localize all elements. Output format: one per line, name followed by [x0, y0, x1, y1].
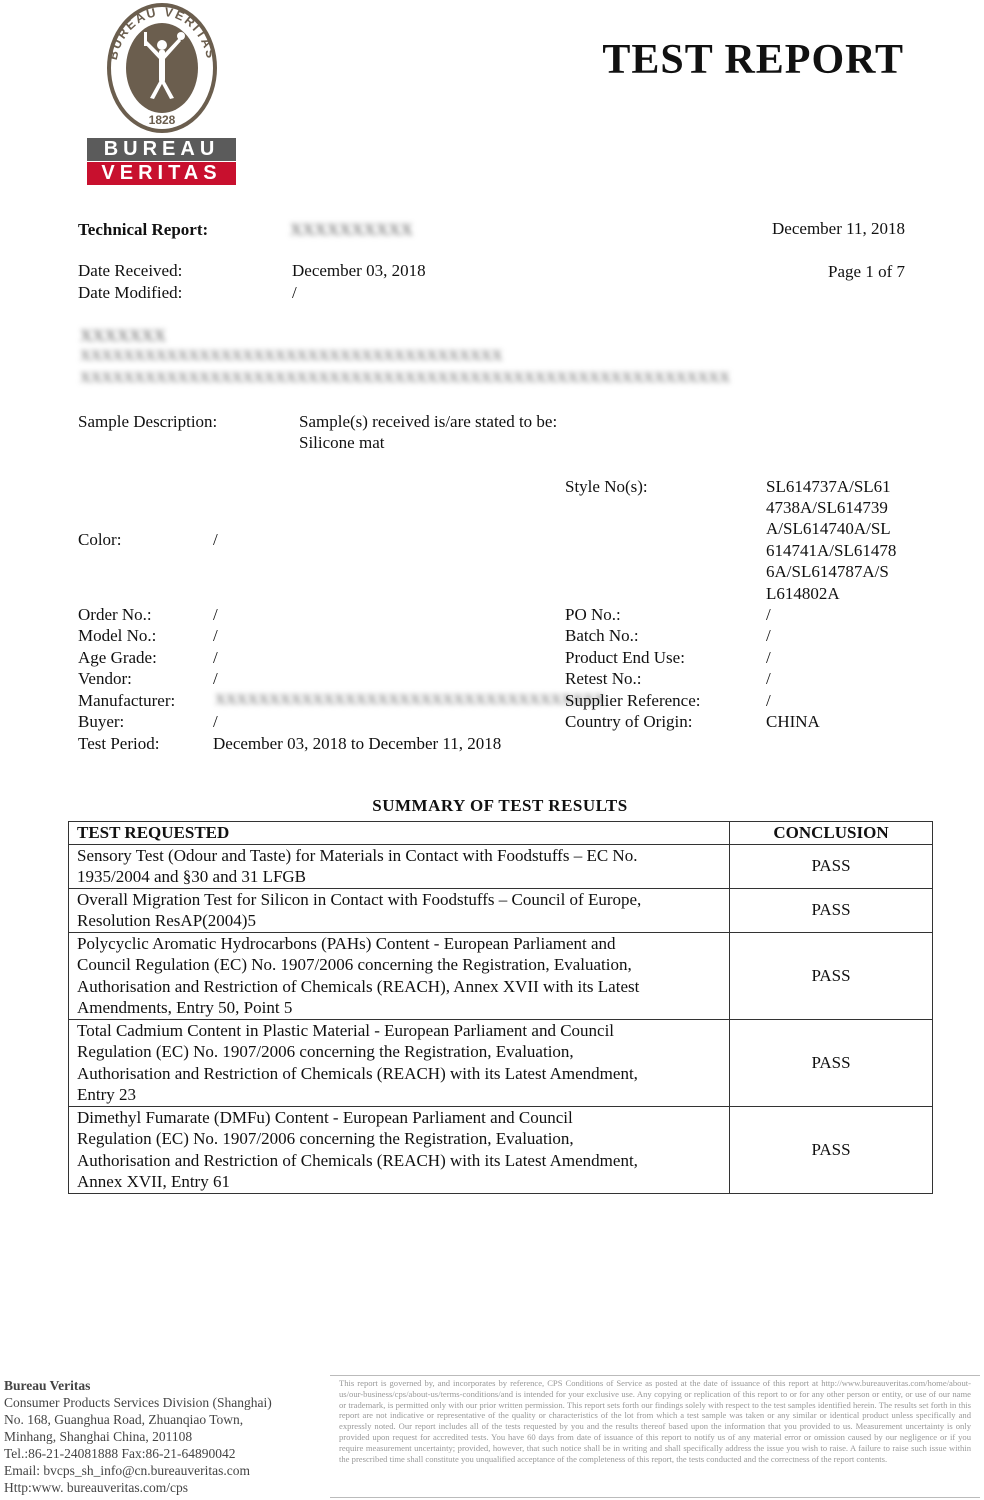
logo-veritas-band: VERITAS: [87, 162, 236, 185]
country-of-origin-label: Country of Origin:: [565, 712, 693, 731]
test-name-line: Polycyclic Aromatic Hydrocarbons (PAHs) Content - European Parliament and: [77, 933, 616, 953]
test-name-line: Authorisation and Restriction of Chemicals (REACH), Annex XVII with its Latest: [77, 976, 640, 996]
footer-line: Consumer Products Services Division (Shanghai): [4, 1395, 272, 1410]
svg-text:1828: 1828: [148, 113, 176, 127]
sample-description-line2: Silicone mat: [299, 433, 385, 452]
svg-text:BUREAU VERITAS: BUREAU VERITAS: [105, 4, 219, 62]
table-header-row: [69, 822, 933, 845]
sample-description-label: Sample Description:: [78, 412, 218, 431]
date-received-label: Date Received:: [78, 261, 183, 280]
footer-company: Bureau Veritas: [4, 1378, 91, 1393]
test-name-line: Regulation (EC) No. 1907/2006 concerning the Registration, Evaluation,: [77, 1129, 574, 1148]
logo-bureau-band: BUREAU: [87, 138, 236, 161]
table-row: [69, 932, 933, 1019]
test-name-line: Total Cadmium Content in Plastic Material - European Parliament and Council: [77, 1020, 615, 1040]
conclusion-cell: PASS: [730, 932, 933, 1019]
age-grade-label: Age Grade:: [78, 648, 157, 667]
table-row: [69, 1106, 933, 1193]
test-name-line: Annex XVII, Entry 61: [77, 1172, 230, 1191]
table-row: [69, 1019, 933, 1106]
applicant-address-line1-redacted: XXXXXXXXXXXXXXXXXXXXXXXXXXXXXXXXXXXXXXX: [80, 348, 503, 364]
age-grade-value: /: [213, 648, 218, 667]
table-row: [69, 844, 933, 888]
test-name-cell: [69, 1106, 730, 1193]
col-conclusion: CONCLUSION: [730, 822, 933, 845]
retest-no-label: Retest No.:: [565, 669, 642, 688]
technical-report-number-redacted: XXXXXXXXXX: [290, 220, 413, 239]
po-no-value: /: [766, 605, 771, 624]
test-name-line: Amendments, Entry 50, Point 5: [77, 998, 293, 1017]
batch-no-value: /: [766, 626, 771, 645]
test-period-value: December 03, 2018 to December 11, 2018: [213, 734, 502, 753]
test-name-line: Entry 23: [77, 1085, 137, 1104]
test-name-line: Resolution ResAP(2004)5: [77, 911, 256, 930]
footer-disclaimer: This report is governed by, and incorporates by reference, CPS Conditions of Service as posted at the date of issuance of this report at http://www.bureauveritas.com/home/about-us/our-business/cps/about-us/terms-conditions/and is intended for your exclusive use. Any copying or replication of this report to or for any other person or entity, or use of our name or trademark, is permitted only with our prior written permission. This report sets forth our findings solely with respect to the test samples identified herein. The results set forth in this report are not indicative or representative of the quality or characteristics of the lot from which a test sample was taken or any similar or identical product unless specifically and expressly noted. Our report includes all of the tests requested by you and the results thereof based upon the information that you provided to us. Measurement uncertainty is only provided upon request for accredited tests. You have 60 days from date of issuance of this report to notify us of any material error or omission caused by our negligence or if you require measurement uncertainty; provided, however, that such notice shall be in writing and shall specifically address the issue you wish to raise. A failure to raise such issue within the prescribed time shall constitute you unqualified acceptance of the completeness of this report, the tests conducted and the correctness of the report contents.: [339, 1378, 971, 1464]
date-received-value: December 03, 2018: [292, 261, 426, 280]
applicant-name-redacted: XXXXXXX: [80, 326, 166, 345]
applicant-address-line2-redacted: XXXXXXXXXXXXXXXXXXXXXXXXXXXXXXXXXXXXXXXXXXXXXXXXXXXXXXXXXXXX: [80, 370, 730, 386]
test-name-line: Sensory Test (Odour and Taste) for Materials in Contact with Foodstuffs – EC No.: [77, 845, 638, 865]
table-row: [69, 888, 933, 932]
date-modified-label: Date Modified:: [78, 283, 183, 302]
test-name-line: Overall Migration Test for Silicon in Contact with Foodstuffs – Council of Europe,: [77, 889, 642, 909]
footer-address: [4, 1377, 272, 1496]
vendor-label: Vendor:: [78, 669, 132, 688]
style-no-line: 614741A/SL61478: [766, 541, 897, 560]
color-value: /: [213, 530, 218, 549]
report-date: December 11, 2018: [772, 219, 905, 238]
summary-title: SUMMARY OF TEST RESULTS: [372, 796, 628, 815]
test-period-label: Test Period:: [78, 734, 160, 753]
bureau-veritas-logo: [84, 0, 240, 190]
manufacturer-label: Manufacturer:: [78, 691, 176, 710]
test-name-line: Authorisation and Restriction of Chemicals (REACH) with its Latest Amendment,: [77, 1150, 638, 1170]
footer-website: Http:www. bureauveritas.com/cps: [4, 1480, 188, 1495]
style-no-line: 4738A/SL614739: [766, 498, 888, 517]
order-no-label: Order No.:: [78, 605, 152, 624]
style-no-line: 6A/SL614787A/S: [766, 562, 889, 581]
buyer-label: Buyer:: [78, 712, 125, 731]
supplier-reference-label: Supplier Reference:: [565, 691, 701, 710]
conclusion-cell: PASS: [730, 1106, 933, 1193]
test-name-line: Council Regulation (EC) No. 1907/2006 concerning the Registration, Evaluation,: [77, 955, 632, 974]
style-no-line: SL614737A/SL61: [766, 477, 891, 496]
date-modified-value: /: [292, 283, 297, 302]
conclusion-cell: PASS: [730, 888, 933, 932]
test-name-line: Dimethyl Fumarate (DMFu) Content - European Parliament and Council: [77, 1107, 573, 1127]
style-no-label: Style No(s):: [565, 477, 648, 496]
footer-divider: [330, 1375, 980, 1376]
footer-line: No. 168, Guanghua Road, Zhuanqiao Town,: [4, 1412, 244, 1427]
supplier-reference-value: /: [766, 691, 771, 710]
test-name-line: Authorisation and Restriction of Chemicals (REACH) with its Latest Amendment,: [77, 1063, 638, 1083]
manufacturer-value-redacted: XXXXXXXXXXXXXXXXXXXXXXXXXXXXXXXXXXXX: [215, 692, 605, 708]
test-name-line: Regulation (EC) No. 1907/2006 concerning the Registration, Evaluation,: [77, 1042, 574, 1061]
page-number: Page 1 of 7: [828, 262, 905, 281]
po-no-label: PO No.:: [565, 605, 621, 624]
bureau-veritas-seal-icon: [84, 0, 240, 135]
batch-no-label: Batch No.:: [565, 626, 639, 645]
col-test-requested: TEST REQUESTED: [69, 822, 730, 845]
test-name-cell: [69, 932, 730, 1019]
product-end-use-value: /: [766, 648, 771, 667]
footer-email: Email: bvcps_sh_info@cn.bureauveritas.com: [4, 1463, 250, 1478]
buyer-value: /: [213, 712, 218, 731]
technical-report-label: Technical Report:: [78, 220, 209, 239]
model-no-label: Model No.:: [78, 626, 157, 645]
style-no-line: A/SL614740A/SL: [766, 519, 891, 538]
country-of-origin-value: CHINA: [766, 712, 820, 731]
footer-line: Minhang, Shanghai China, 201108: [4, 1429, 193, 1444]
test-name-cell: [69, 1019, 730, 1106]
footer-divider: [330, 1497, 980, 1498]
retest-no-value: /: [766, 669, 771, 688]
footer-phone: Tel.:86-21-24081888 Fax:86-21-64890042: [4, 1446, 236, 1461]
color-label: Color:: [78, 530, 122, 549]
vendor-value: /: [213, 669, 218, 688]
style-no-line: L614802A: [766, 584, 840, 603]
conclusion-cell: PASS: [730, 1019, 933, 1106]
order-no-value: /: [213, 605, 218, 624]
test-results-table: [68, 821, 933, 1194]
sample-description-line1: Sample(s) received is/are stated to be:: [299, 412, 558, 431]
test-name-line: 1935/2004 and §30 and 31 LFGB: [77, 867, 307, 886]
conclusion-cell: PASS: [730, 844, 933, 888]
page-title: TEST REPORT: [602, 37, 904, 83]
test-name-cell: [69, 844, 730, 888]
product-end-use-label: Product End Use:: [565, 648, 685, 667]
model-no-value: /: [213, 626, 218, 645]
test-name-cell: [69, 888, 730, 932]
